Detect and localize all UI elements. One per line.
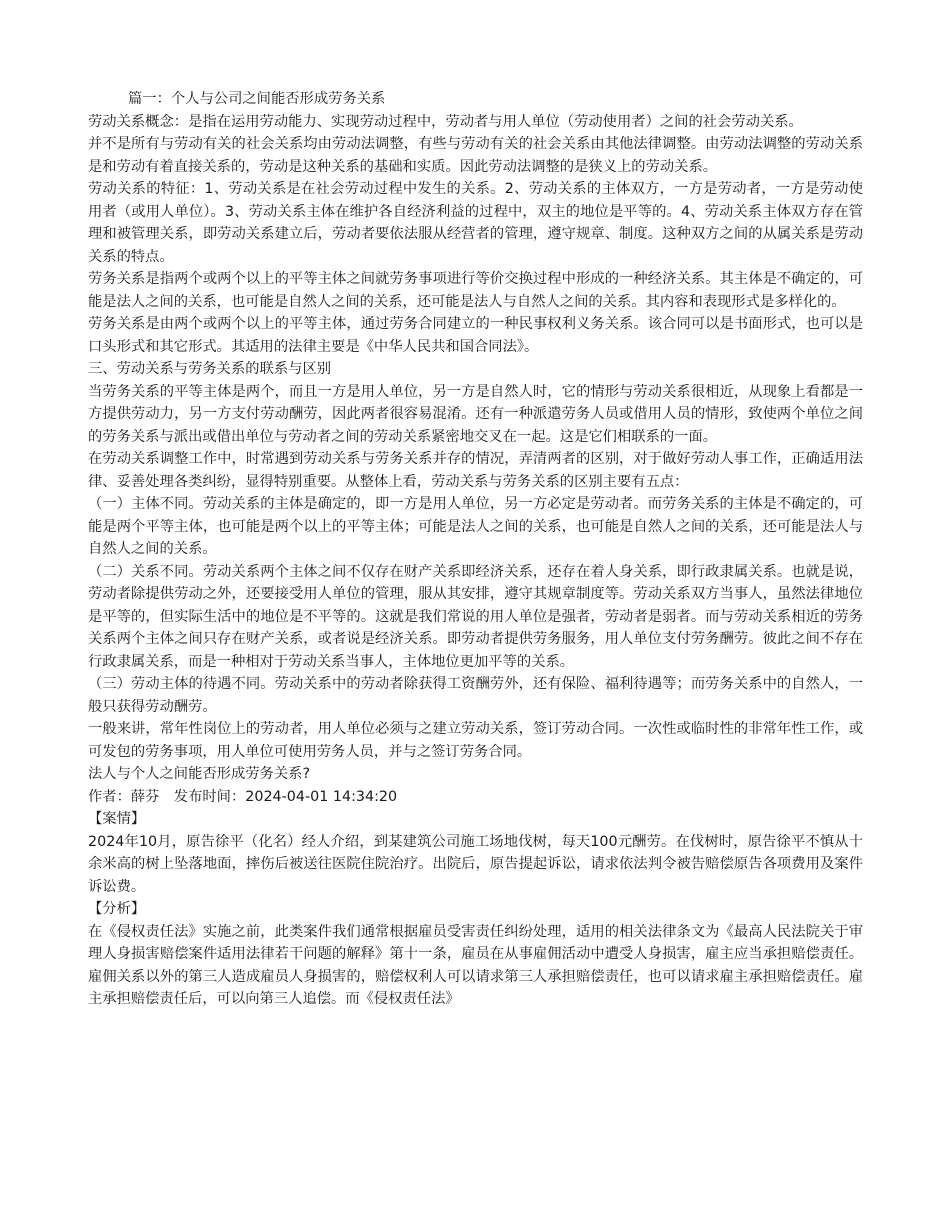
paragraph-difference-relation: （二）关系不同。劳动关系两个主体之间不仅存在财产关系即经济关系，还存在着人身关系，即行政隶属关系。也就是说，劳动者除提供劳动之外，还要接受用人单位的管理，服从其安排，遵守其规章制度等。劳动关系双方当事人，虽然法律地位是平等的，但实际生活中的地位是不平等的。这就是我们常说的用人单位是强者，劳动者是弱者。而与劳动关系相近的劳务关系两个主体之间只存在财产关系，或者说是经济关系。即劳动者提供劳务服务，用人单位支付劳务酬劳。彼此之间不存在行政隶属关系，而是一种相对于劳动关系当事人，主体地位更加平等的关系。 <box>88 563 863 670</box>
paragraph-difference-treatment: （三）劳动主体的待遇不同。劳动关系中的劳动者除获得工资酬劳外，还有保险、福利待遇等；而劳务关系中的自然人，一般只获得劳动酬劳。 <box>88 676 863 715</box>
paragraph-case-facts: 2024年10月，原告徐平（化名）经人介绍，到某建筑公司施工场地伐树，每天100元酬劳。在伐树时，原告徐平不慎从十余米高的树上坠落地面，摔伤后被送往医院住院治疗。出院后，原告提起诉讼，请求依法判令被告赔偿原告各项费用及案件诉讼费。 <box>88 833 863 895</box>
paragraph-five-differences: 在劳动关系调整工作中，时常遇到劳动关系与劳务关系并存的情况，弄清两者的区别，对于做好劳动人事工作，正确适用法律、妥善处理各类纠纷，显得特别重要。从整体上看，劳动关系与劳务关系的区别主要有五点： <box>88 451 863 490</box>
section-heading-analysis: 【分析】 <box>88 901 146 917</box>
paragraph-service-relation-definition: 劳务关系是指两个或两个以上的平等主体之间就劳务事项进行等价交换过程中形成的一种经济关系。其主体是不确定的，可能是法人之间的关系，也可能是自然人之间的关系，还可能是法人与自然人之间的关系。其内容和表现形式是多样化的。 <box>88 271 863 310</box>
section-heading-differences: 三、劳动关系与劳务关系的联系与区别 <box>88 361 332 377</box>
document-body <box>88 88 863 1011</box>
paragraph-labor-relation-concept: 劳动关系概念：是指在运用劳动能力、实现劳动过程中，劳动者与用人单位（劳动使用者）之间的社会劳动关系。 <box>88 113 803 130</box>
paragraph-service-contract: 劳务关系是由两个或两个以上的平等主体，通过劳务合同建立的一种民事权利义务关系。该合同可以是书面形式，也可以是口头形式和其它形式。其适用的法律主要是《中华人民共和国合同法》。 <box>88 316 863 355</box>
paragraph-difference-subject: （一）主体不同。劳动关系的主体是确定的，即一方是用人单位，另一方必定是劳动者。而劳务关系的主体是不确定的，可能是两个平等主体，也可能是两个以上的平等主体；可能是法人之间的关系，也可能是自然人之间的关系，还可能是法人与自然人之间的关系。 <box>88 496 863 557</box>
paragraph-labor-law-scope: 并不是所有与劳动有关的社会关系均由劳动法调整，有些与劳动有关的社会关系由其他法律调整。由劳动法调整的劳动关系是和劳动有着直接关系的，劳动是这种关系的基础和实质。因此劳动法调整的是狭义上的劳动关系。 <box>88 136 863 175</box>
document-title: 篇一：个人与公司之间能否形成劳务关系 <box>128 91 386 107</box>
section-heading-case: 【案情】 <box>88 811 146 827</box>
article-title: 法人与个人之间能否形成劳务关系? <box>88 766 311 782</box>
paragraph-general-rule: 一般来讲，常年性岗位上的劳动者，用人单位必须与之建立劳动关系，签订劳动合同。一次性或临时性的非常年性工作，或可发包的劳务事项，用人单位可使用劳务人员，并与之签订劳务合同。 <box>88 721 863 760</box>
paragraph-labor-relation-features: 劳动关系的特征：1、劳动关系是在社会劳动过程中发生的关系。2、劳动关系的主体双方，一方是劳动者，一方是劳动使用者（或用人单位）。3、劳动关系主体在维护各自经济利益的过程中，双主的地位是平等的。4、劳动关系主体双方存在管理和被管理关系，即劳动关系建立后，劳动者要依法服从经营者的管理，遵守规章、制度。这种双方之间的从属关系是劳动关系的特点。 <box>88 181 863 265</box>
article-byline: 作者：薛芬 发布时间：2024-04-01 14:34:20 <box>88 788 398 805</box>
paragraph-analysis: 在《侵权责任法》实施之前，此类案件我们通常根据雇员受害责任纠纷处理，适用的相关法律条文为《最高人民法院关于审理人身损害赔偿案件适用法律若干问题的解释》第十一条，雇员在从事雇佣活动中遭受人身损害，雇主应当承担赔偿责任。雇佣关系以外的第三人造成雇员人身损害的，赔偿权利人可以请求第三人承担赔偿责任，也可以请求雇主承担赔偿责任。雇主承担赔偿责任后，可以向第三人追偿。而《侵权责任法》 <box>88 923 863 1007</box>
paragraph-connection: 当劳务关系的平等主体是两个，而且一方是用人单位，另一方是自然人时，它的情形与劳动关系很相近，从现象上看都是一方提供劳动力，另一方支付劳动酬劳，因此两者很容易混淆。还有一种派遣劳务人员或借用人员的情形，致使两个单位之间的劳务关系与派出或借出单位与劳动者之间的劳动关系紧密地交叉在一起。这是它们相联系的一面。 <box>88 383 863 445</box>
